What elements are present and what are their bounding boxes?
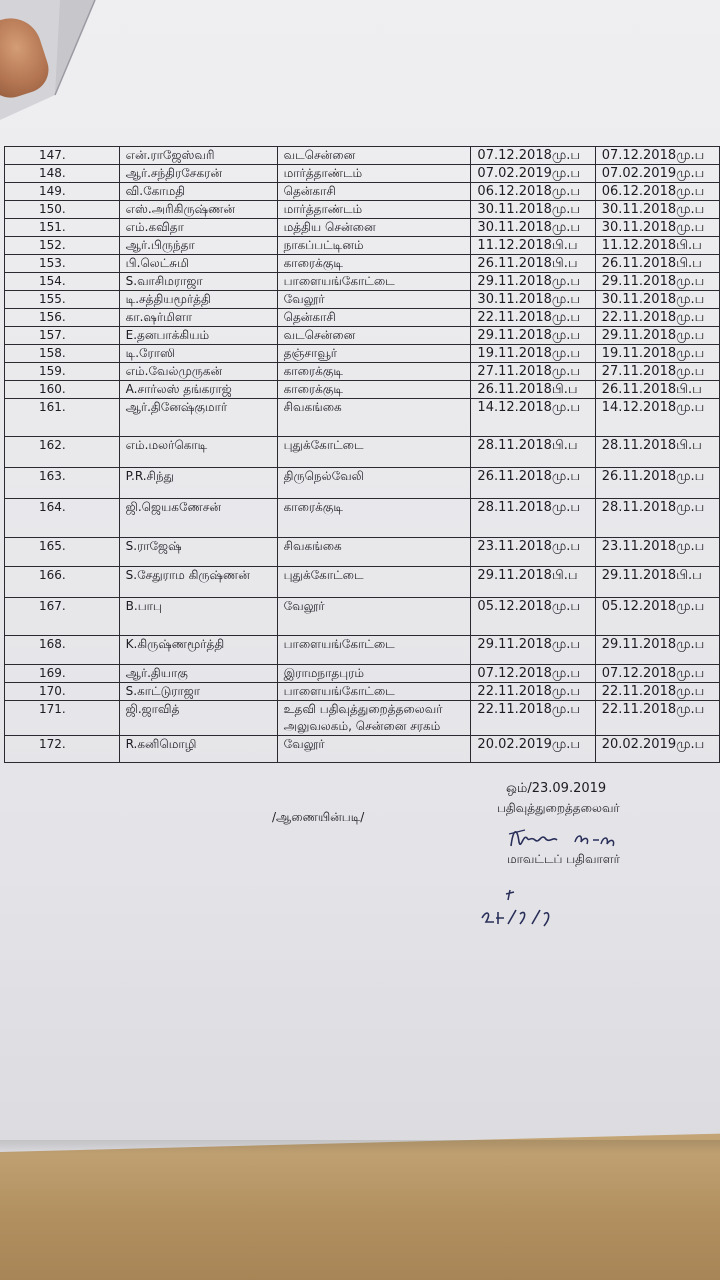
relieving-date: 14.12.2018மு.ப (595, 399, 719, 437)
relieving-date: 22.11.2018மு.ப (595, 701, 719, 736)
office-location: வடசென்னை (277, 147, 471, 165)
joining-date: 11.12.2018பி.ப (471, 237, 595, 255)
row-number: 152. (5, 237, 120, 255)
relieving-date: 29.11.2018மு.ப (595, 636, 719, 665)
office-location: காரைக்குடி (277, 381, 471, 399)
joining-date: 20.02.2019மு.ப (471, 736, 595, 763)
office-location: சிவகங்கை (277, 538, 471, 567)
table-row (5, 538, 720, 567)
table-row (5, 201, 720, 219)
office-location: காரைக்குடி (277, 255, 471, 273)
table-body (5, 147, 720, 763)
person-name: A.சார்லஸ் தங்கராஜ் (119, 381, 277, 399)
person-name: டி.ரோஸி (119, 345, 277, 363)
joining-date: 30.11.2018மு.ப (471, 219, 595, 237)
joining-date: 30.11.2018மு.ப (471, 201, 595, 219)
by-order-label: /ஆணையின்படி/ (272, 810, 365, 824)
joining-date: 26.11.2018பி.ப (471, 381, 595, 399)
person-name: B.பாபு (119, 598, 277, 636)
row-number: 159. (5, 363, 120, 381)
office-location: வேலூர் (277, 598, 471, 636)
joining-date: 07.02.2019மு.ப (471, 165, 595, 183)
joining-date: 29.11.2018பி.ப (471, 567, 595, 598)
table-row (5, 363, 720, 381)
office-location: வடசென்னை (277, 327, 471, 345)
table-row (5, 468, 720, 499)
person-name: ஜி.ஜாவித் (119, 701, 277, 736)
row-number: 154. (5, 273, 120, 291)
person-name: ஜி.ஜெயகணேசன் (119, 499, 277, 538)
person-name: ஆர்.பிருந்தா (119, 237, 277, 255)
table-row (5, 327, 720, 345)
person-name: R.கனிமொழி (119, 736, 277, 763)
table-row (5, 701, 720, 736)
row-number: 155. (5, 291, 120, 309)
handwritten-signature (505, 820, 625, 854)
joining-date: 22.11.2018மு.ப (471, 701, 595, 736)
joining-date: 05.12.2018மு.ப (471, 598, 595, 636)
joining-date: 22.11.2018மு.ப (471, 309, 595, 327)
relieving-date: 05.12.2018மு.ப (595, 598, 719, 636)
office-location: வேலூர் (277, 736, 471, 763)
joining-date: 26.11.2018பி.ப (471, 255, 595, 273)
row-number: 158. (5, 345, 120, 363)
relieving-date: 19.11.2018மு.ப (595, 345, 719, 363)
inspector-general-title: பதிவுத்துறைத்தலைவர் (497, 801, 620, 815)
relieving-date: 23.11.2018மு.ப (595, 538, 719, 567)
table-row (5, 567, 720, 598)
table-row (5, 437, 720, 468)
office-location: வேலூர் (277, 291, 471, 309)
row-number: 161. (5, 399, 120, 437)
joining-date: 28.11.2018பி.ப (471, 437, 595, 468)
row-number: 172. (5, 736, 120, 763)
person-name: எஸ்.அரிகிருஷ்ணன் (119, 201, 277, 219)
table-row (5, 273, 720, 291)
relieving-date: 06.12.2018மு.ப (595, 183, 719, 201)
table-row (5, 345, 720, 363)
table-row (5, 736, 720, 763)
table-row (5, 309, 720, 327)
row-number: 156. (5, 309, 120, 327)
joining-date: 22.11.2018மு.ப (471, 683, 595, 701)
person-name: கா.ஷர்மிளா (119, 309, 277, 327)
person-name: என்.ராஜேஸ்வரி (119, 147, 277, 165)
relieving-date: 26.11.2018பி.ப (595, 381, 719, 399)
person-name: பி.லெட்சுமி (119, 255, 277, 273)
row-number: 147. (5, 147, 120, 165)
joining-date: 26.11.2018மு.ப (471, 468, 595, 499)
person-name: S.காட்டுராஜா (119, 683, 277, 701)
office-location: மார்த்தாண்டம் (277, 165, 471, 183)
person-name: எம்.வேல்முருகன் (119, 363, 277, 381)
office-location: காரைக்குடி (277, 499, 471, 538)
joining-date: 23.11.2018மு.ப (471, 538, 595, 567)
joining-date: 29.11.2018மு.ப (471, 327, 595, 345)
table-row (5, 147, 720, 165)
joining-date: 28.11.2018மு.ப (471, 499, 595, 538)
person-name: வி.கோமதி (119, 183, 277, 201)
office-location: பாளையங்கோட்டை (277, 273, 471, 291)
relieving-date: 28.11.2018மு.ப (595, 499, 719, 538)
person-name: ஆர்.தினேஷ்குமார் (119, 399, 277, 437)
joining-date: 07.12.2018மு.ப (471, 147, 595, 165)
joining-date: 29.11.2018மு.ப (471, 273, 595, 291)
person-name: எம்.கவிதா (119, 219, 277, 237)
table-row (5, 291, 720, 309)
row-number: 167. (5, 598, 120, 636)
row-number: 149. (5, 183, 120, 201)
joining-date: 19.11.2018மு.ப (471, 345, 595, 363)
relieving-date: 28.11.2018பி.ப (595, 437, 719, 468)
person-name: S.சேதுராம கிருஷ்ணன் (119, 567, 277, 598)
row-number: 166. (5, 567, 120, 598)
person-name: S.ராஜேஷ் (119, 538, 277, 567)
office-location: தென்காசி (277, 183, 471, 201)
row-number: 153. (5, 255, 120, 273)
table-row (5, 219, 720, 237)
relieving-date: 30.11.2018மு.ப (595, 291, 719, 309)
row-number: 150. (5, 201, 120, 219)
office-location: பாளையங்கோட்டை (277, 636, 471, 665)
person-name: K.கிருஷ்ணமூர்த்தி (119, 636, 277, 665)
table-row (5, 683, 720, 701)
person-name: E.தனபாக்கியம் (119, 327, 277, 345)
table-row (5, 237, 720, 255)
joining-date: 06.12.2018மு.ப (471, 183, 595, 201)
row-number: 151. (5, 219, 120, 237)
person-name: ஆர்.தியாகு (119, 665, 277, 683)
relieving-date: 07.12.2018மு.ப (595, 665, 719, 683)
office-location: சிவகங்கை (277, 399, 471, 437)
relieving-date: 26.11.2018பி.ப (595, 255, 719, 273)
office-location: புதுக்கோட்டை (277, 567, 471, 598)
person-name: டி.சத்தியமூர்த்தி (119, 291, 277, 309)
relieving-date: 29.11.2018மு.ப (595, 273, 719, 291)
office-location: மத்திய சென்னை (277, 219, 471, 237)
order-reference: ஒம்/23.09.2019 (506, 781, 607, 796)
row-number: 160. (5, 381, 120, 399)
office-location: காரைக்குடி (277, 363, 471, 381)
office-location: தென்காசி (277, 309, 471, 327)
district-registrar-title: மாவட்டப் பதிவாளர் (507, 852, 620, 866)
row-number: 162. (5, 437, 120, 468)
relieving-date: 20.02.2019மு.ப (595, 736, 719, 763)
table-row (5, 183, 720, 201)
row-number: 165. (5, 538, 120, 567)
office-location: தஞ்சாவூர் (277, 345, 471, 363)
joining-date: 14.12.2018மு.ப (471, 399, 595, 437)
relieving-date: 30.11.2018மு.ப (595, 201, 719, 219)
person-name: எம்.மலர்கொடி (119, 437, 277, 468)
office-location: உதவி பதிவுத்துறைத்தலைவர் அலுவலகம், சென்னை சரகம் (277, 701, 471, 736)
handwritten-initials (476, 884, 566, 934)
table-row (5, 636, 720, 665)
relieving-date: 22.11.2018மு.ப (595, 309, 719, 327)
joining-date: 07.12.2018மு.ப (471, 665, 595, 683)
row-number: 164. (5, 499, 120, 538)
joining-date: 27.11.2018மு.ப (471, 363, 595, 381)
row-number: 148. (5, 165, 120, 183)
relieving-date: 30.11.2018மு.ப (595, 219, 719, 237)
joining-date: 29.11.2018மு.ப (471, 636, 595, 665)
relieving-date: 29.11.2018பி.ப (595, 567, 719, 598)
row-number: 163. (5, 468, 120, 499)
table-row (5, 665, 720, 683)
registrar-list-table (4, 146, 720, 763)
office-location: புதுக்கோட்டை (277, 437, 471, 468)
person-name: P.R.சிந்து (119, 468, 277, 499)
table-row (5, 165, 720, 183)
row-number: 171. (5, 701, 120, 736)
office-location: பாளையங்கோட்டை (277, 683, 471, 701)
table-row (5, 499, 720, 538)
relieving-date: 27.11.2018மு.ப (595, 363, 719, 381)
row-number: 168. (5, 636, 120, 665)
office-location: நாகப்பட்டினம் (277, 237, 471, 255)
office-location: மார்த்தாண்டம் (277, 201, 471, 219)
relieving-date: 22.11.2018மு.ப (595, 683, 719, 701)
table-row (5, 255, 720, 273)
office-location: இராமநாதபுரம் (277, 665, 471, 683)
relieving-date: 29.11.2018மு.ப (595, 327, 719, 345)
table-row (5, 381, 720, 399)
joining-date: 30.11.2018மு.ப (471, 291, 595, 309)
table-row (5, 598, 720, 636)
office-location: திருநெல்வேலி (277, 468, 471, 499)
relieving-date: 07.02.2019மு.ப (595, 165, 719, 183)
row-number: 170. (5, 683, 120, 701)
relieving-date: 11.12.2018பி.ப (595, 237, 719, 255)
person-name: S.வாசிமராஜா (119, 273, 277, 291)
relieving-date: 07.12.2018மு.ப (595, 147, 719, 165)
table-row (5, 399, 720, 437)
person-name: ஆர்.சந்திரசேகரன் (119, 165, 277, 183)
row-number: 169. (5, 665, 120, 683)
page-edge-shadow (0, 1140, 720, 1154)
row-number: 157. (5, 327, 120, 345)
relieving-date: 26.11.2018மு.ப (595, 468, 719, 499)
